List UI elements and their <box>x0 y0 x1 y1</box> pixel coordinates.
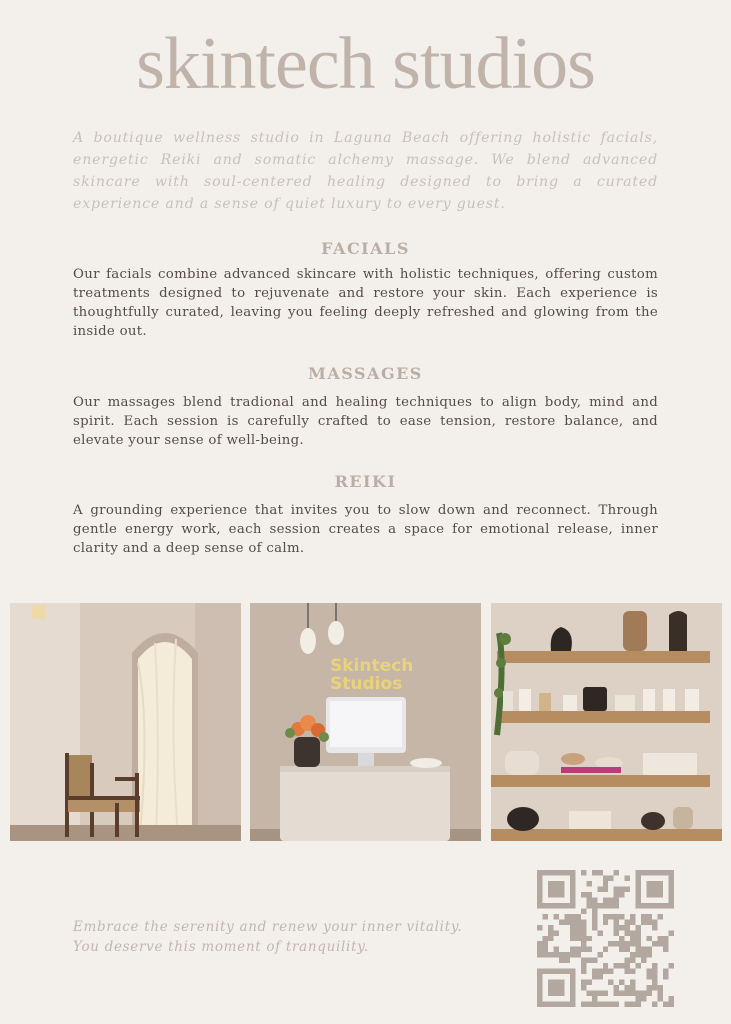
shelves-illustration <box>491 603 722 841</box>
photo-doorway-chair <box>10 603 241 841</box>
section-text-facials: Our facials combine advanced skincare with holistic techniques, offering custom treatments designed to rejuvenate and restore your skin. Each experience is thoughtfully curated, leaving you feeling deeply refreshed and glowing from the inside out. <box>73 267 658 339</box>
photo-reception-desk <box>250 603 481 841</box>
brand-title: skintech studios <box>136 23 595 105</box>
section-heading-facials: FACIALS <box>321 239 410 258</box>
intro-text: A boutique wellness studio in Laguna Beach offering holistic facials, energetic Reiki and somatic alchemy massage. We blend advanced skincare with soul-centered healing designed to bring a curated experience and a sense of quiet luxury to every guest. <box>73 130 658 212</box>
section-heading-massages: MASSAGES <box>308 364 423 383</box>
qr-code[interactable] <box>537 870 674 1007</box>
section-text-reiki: A grounding experience that invites you to slow down and reconnect. Through gentle energy work, each session creates a space for emotional release, inner clarity and a deep sense of calm. <box>73 503 658 556</box>
photo-shelves-products <box>491 603 722 841</box>
section-heading-reiki: REIKI <box>334 472 397 491</box>
footer-line-2: You deserve this moment of tranquility. <box>73 939 369 955</box>
footer-tagline <box>73 917 462 957</box>
sign-line-2: Studios <box>330 674 403 694</box>
doorway-illustration <box>10 603 241 841</box>
section-text-massages: Our massages blend tradional and healing techniques to align body, mind and spirit. Each session is carefully crafted to ease tension, restore balance, and elevate your sense of well-being. <box>73 395 658 448</box>
footer-line-1: Embrace the serenity and renew your inner vitality. <box>73 919 463 935</box>
reception-illustration <box>250 603 481 841</box>
sign-line-1: Skintech <box>330 656 414 676</box>
